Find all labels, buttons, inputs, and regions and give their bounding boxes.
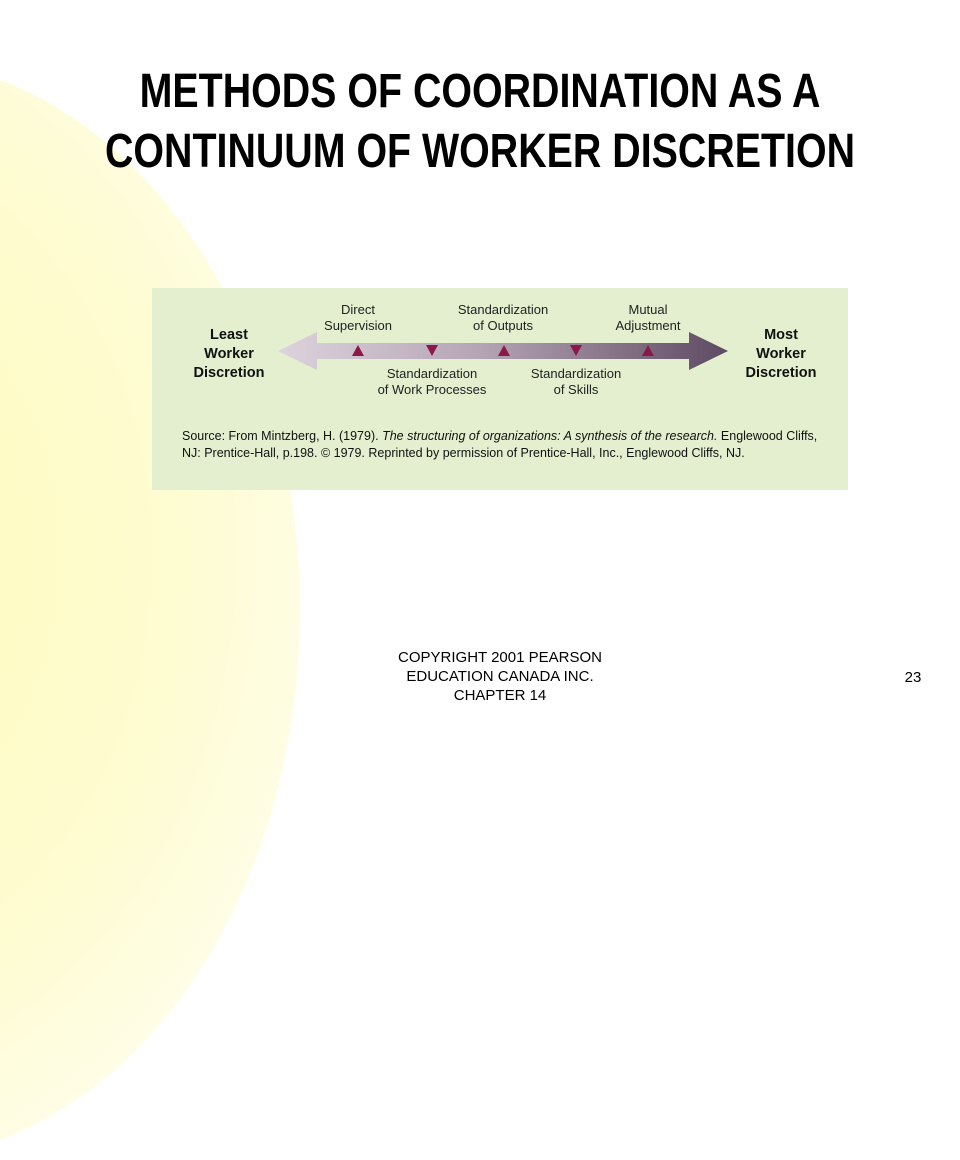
source-title: The structuring of organizations: A synthesis of the research. (382, 429, 718, 443)
label-line: Adjustment (615, 318, 681, 333)
label-line: Standardization (386, 366, 478, 381)
least-worker-discretion-label (174, 326, 284, 383)
right-end-line-3: Discretion (745, 365, 817, 381)
source-rest: Englewood Cliffs, NJ: Prentice-Hall, p.198. © 1979. Reprinted by permission of Prentice-Hall, Inc., Englewood Cliffs, NJ. (182, 429, 818, 460)
footer-line-2: EDUCATION CANADA INC. (406, 668, 594, 685)
footer-line-3: CHAPTER 14 (453, 687, 547, 704)
slide-footer (330, 648, 670, 705)
slide-title (86, 62, 873, 182)
source-prefix: Source: From Mintzberg, H. (1979). (182, 429, 383, 443)
label-standardization-skills (496, 366, 656, 398)
right-end-line-1: Most (764, 327, 798, 343)
label-mutual-adjustment (568, 302, 728, 334)
footer-line-1: COPYRIGHT 2001 PEARSON (398, 649, 602, 666)
label-line: Standardization (530, 366, 622, 381)
left-end-line-3: Discretion (193, 365, 265, 381)
title-line-1: METHODS OF COORDINATION AS A (139, 65, 821, 118)
label-line: Mutual (628, 302, 668, 317)
right-end-line-2: Worker (756, 346, 806, 362)
continuum-figure (152, 288, 848, 490)
left-end-line-1: Least (210, 327, 248, 343)
background-gradient (0, 60, 300, 1160)
page-number: 23 (904, 669, 922, 686)
label-line: Standardization (457, 302, 549, 317)
label-line: Supervision (324, 318, 392, 333)
label-line: of Skills (553, 382, 599, 397)
most-worker-discretion-label (726, 326, 836, 383)
label-direct-supervision (278, 302, 438, 334)
label-line: of Work Processes (377, 382, 487, 397)
label-standardization-outputs (423, 302, 583, 334)
label-line: of Outputs (473, 318, 533, 333)
left-end-line-2: Worker (204, 346, 254, 362)
source-citation (182, 428, 832, 462)
title-line-2: CONTINUUM OF WORKER DISCRETION (105, 125, 855, 178)
label-line: Direct (341, 302, 375, 317)
label-standardization-work-processes (352, 366, 512, 398)
